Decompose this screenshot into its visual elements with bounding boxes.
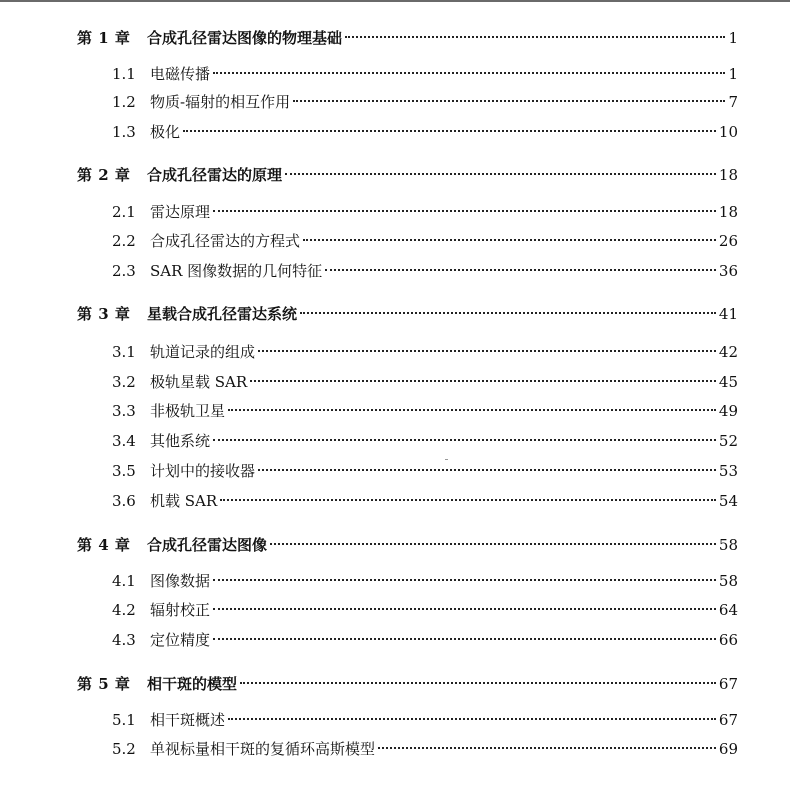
page-number: 64 (718, 601, 738, 619)
toc-section-row[interactable] (0, 708, 738, 732)
dot-leader (220, 499, 716, 501)
dot-leader (300, 312, 716, 314)
dot-leader (228, 718, 716, 720)
page-number: 1 (728, 65, 738, 83)
toc-section-row[interactable] (0, 90, 738, 114)
toc-chapter-row[interactable] (0, 163, 738, 187)
section-title: 合成孔径雷达的方程式 (150, 232, 301, 250)
chapter-title: 相干斑的模型 (147, 675, 238, 693)
page-number: 42 (718, 343, 738, 361)
section-number: 5.2 (112, 740, 136, 758)
toc-section-row[interactable] (0, 569, 738, 593)
chapter-number: 第 2 章 (77, 166, 131, 184)
chapter-number: 第 5 章 (77, 675, 131, 693)
page-number: 26 (718, 232, 738, 250)
section-title: 雷达原理 (150, 203, 211, 221)
dot-leader (293, 100, 725, 102)
dot-leader (213, 210, 716, 212)
section-title: 定位精度 (150, 631, 211, 649)
section-number: 1.3 (112, 123, 136, 141)
dot-leader (228, 409, 716, 411)
page-number: 18 (718, 166, 738, 184)
dot-leader (250, 380, 716, 382)
toc-chapter-row[interactable] (0, 672, 738, 696)
page-number: 49 (718, 402, 738, 420)
dot-leader (285, 173, 716, 175)
page-number: 52 (718, 432, 738, 450)
section-number: 4.3 (112, 631, 136, 649)
section-number: 3.6 (112, 492, 136, 510)
page-number: 66 (718, 631, 738, 649)
section-number: 3.5 (112, 462, 136, 480)
section-number: 3.1 (112, 343, 136, 361)
toc-section-row[interactable] (0, 489, 738, 513)
dot-leader (213, 72, 725, 74)
dot-leader (240, 682, 716, 684)
section-number: 2.3 (112, 262, 136, 280)
toc-section-row[interactable] (0, 370, 738, 394)
section-title: 辐射校正 (150, 601, 211, 619)
toc-section-row[interactable] (0, 200, 738, 224)
section-number: 1.1 (112, 65, 136, 83)
dot-leader (325, 269, 716, 271)
section-title: 物质-辐射的相互作用 (150, 93, 291, 111)
toc-chapter-row[interactable] (0, 26, 738, 50)
toc-section-row[interactable] (0, 259, 738, 283)
toc-section-row[interactable] (0, 120, 738, 144)
section-title: 计划中的接收器 (150, 462, 256, 480)
page-number: 36 (718, 262, 738, 280)
page-number: 58 (718, 536, 738, 554)
section-title: 极化 (150, 123, 181, 141)
chapter-title: 合成孔径雷达图像的物理基础 (147, 29, 343, 47)
scan-speck (445, 459, 448, 460)
toc-section-row[interactable] (0, 62, 738, 86)
dot-leader (213, 579, 716, 581)
section-title: 非极轨卫星 (150, 402, 226, 420)
section-number: 1.2 (112, 93, 136, 111)
page-number: 67 (718, 711, 738, 729)
chapter-number: 第 4 章 (77, 536, 131, 554)
chapter-title: 合成孔径雷达的原理 (147, 166, 283, 184)
chapter-number: 第 3 章 (77, 305, 131, 323)
dot-leader (213, 608, 716, 610)
section-number: 5.1 (112, 711, 136, 729)
toc-chapter-row[interactable] (0, 533, 738, 557)
dot-leader (258, 350, 716, 352)
section-number: 4.1 (112, 572, 136, 590)
toc-section-row[interactable] (0, 340, 738, 364)
section-title: 机载 SAR (150, 492, 218, 510)
section-title: 轨道记录的组成 (150, 343, 256, 361)
page-number: 10 (718, 123, 738, 141)
page-number: 58 (718, 572, 738, 590)
section-title: 图像数据 (150, 572, 211, 590)
toc-section-row[interactable] (0, 737, 738, 761)
section-title: SAR 图像数据的几何特征 (150, 262, 323, 280)
page-number: 7 (728, 93, 738, 111)
section-number: 3.3 (112, 402, 136, 420)
page-number: 1 (728, 29, 738, 47)
dot-leader (270, 543, 716, 545)
toc-section-row[interactable] (0, 429, 738, 453)
dot-leader (213, 439, 716, 441)
page-number: 69 (718, 740, 738, 758)
section-number: 4.2 (112, 601, 136, 619)
section-title: 相干斑概述 (150, 711, 226, 729)
page-number: 54 (718, 492, 738, 510)
page-number: 45 (718, 373, 738, 391)
section-title: 电磁传播 (150, 65, 211, 83)
toc-section-row[interactable] (0, 229, 738, 253)
section-number: 2.1 (112, 203, 136, 221)
page-number: 41 (718, 305, 738, 323)
section-title: 单视标量相干斑的复循环高斯模型 (150, 740, 376, 758)
chapter-number: 第 1 章 (77, 29, 131, 47)
dot-leader (378, 747, 716, 749)
section-number: 3.2 (112, 373, 136, 391)
chapter-title: 合成孔径雷达图像 (147, 536, 268, 554)
toc-section-row[interactable] (0, 459, 738, 483)
toc-chapter-row[interactable] (0, 302, 738, 326)
page-number: 53 (718, 462, 738, 480)
page-number: 18 (718, 203, 738, 221)
dot-leader (258, 469, 716, 471)
chapter-title: 星载合成孔径雷达系统 (147, 305, 298, 323)
section-number: 2.2 (112, 232, 136, 250)
toc-section-row[interactable] (0, 628, 738, 652)
toc-section-row[interactable] (0, 598, 738, 622)
page-number: 67 (718, 675, 738, 693)
dot-leader (345, 36, 725, 38)
dot-leader (213, 638, 716, 640)
section-title: 其他系统 (150, 432, 211, 450)
dot-leader (303, 239, 716, 241)
section-number: 3.4 (112, 432, 136, 450)
dot-leader (183, 130, 716, 132)
section-title: 极轨星载 SAR (150, 373, 248, 391)
toc-section-row[interactable] (0, 399, 738, 423)
